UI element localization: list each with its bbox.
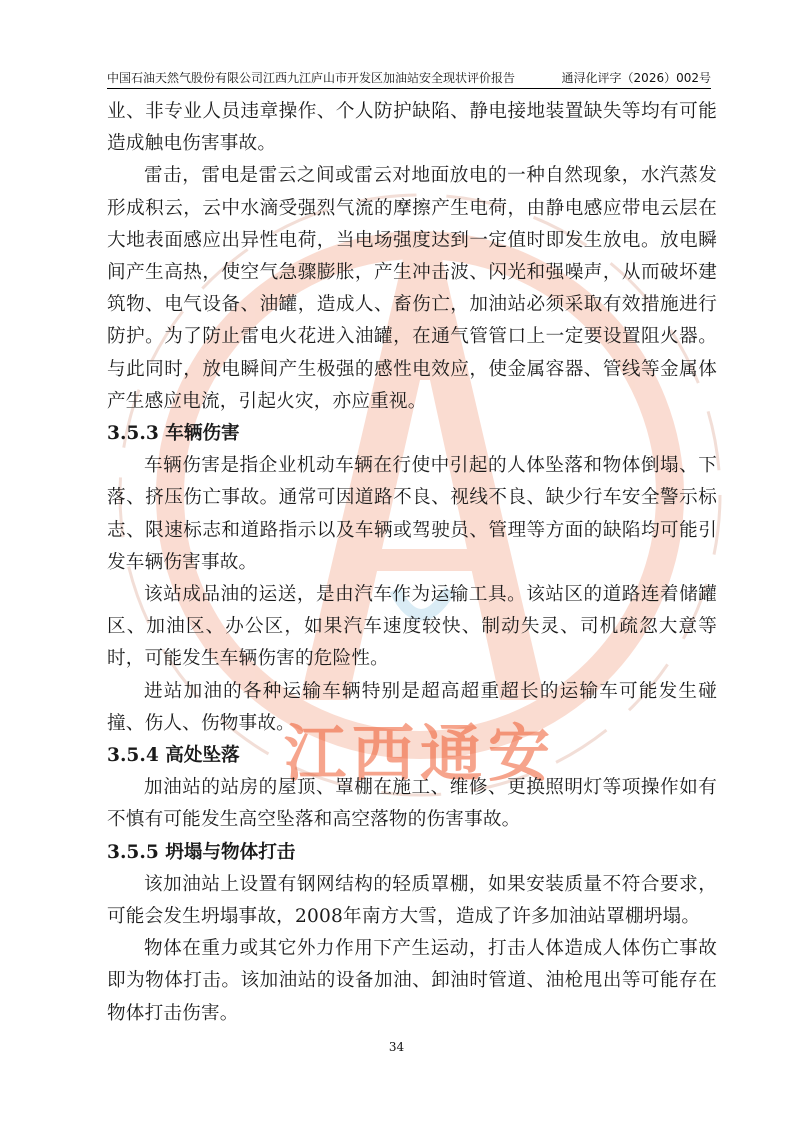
page-number: 34 — [388, 1040, 405, 1054]
section-heading: 3.5.5 坍塌与物体打击 — [107, 841, 296, 863]
paragraph: 该加油站上设置有钢网结构的轻质罩棚，如果安装质量不符合要求，可能会发生坍塌事故，2008年南方大雪，造成了许多加油站罩棚坍塌。 — [107, 873, 717, 928]
section-heading: 3.5.4 高处坠落 — [107, 745, 240, 767]
paragraph: 车辆伤害是指企业机动车辆在行使中引起的人体坠落和物体倒塌、下落、挤压伤亡事故。通常可因道路不良、视线不良、缺少行车安全警示标志、限速标志和道路指示以及车辆或驾驶员、管理等方面的缺陷均可能引发车辆伤害事故。 — [107, 455, 717, 573]
page-body — [107, 96, 717, 1030]
page-header — [107, 66, 711, 89]
paragraph: 加油站的站房的屋顶、罩棚在施工、维修、更换照明灯等项操作如有不慎有可能发生高空坠落和高空落物的伤害事故。 — [107, 777, 717, 831]
paragraph: 业、非专业人员违章操作、个人防护缺陷、静电接地装置缺失等均有可能造成触电伤害事故。 — [107, 101, 717, 155]
watermark-text: 江西通安 — [283, 717, 557, 790]
section-heading: 3.5.3 车辆伤害 — [107, 423, 240, 445]
header-report-title: 中国石油天然气股份有限公司江西九江庐山市开发区加油站安全现状评价报告 — [107, 71, 516, 85]
header-report-number: 通浔化评字（2026）002号 — [561, 71, 711, 85]
paragraph: 雷击，雷电是雷云之间或雷云对地面放电的一种自然现象，水汽蒸发形成积云，云中水滴受强烈气流的摩擦产生电荷，由静电感应带电云层在大地表面感应出异性电荷，当电场强度达到一定值时即发生放电。放电瞬间产生高热，使空气急骤膨胀，产生冲击波、闪光和强噪声，从而破坏建筑物、电气设备、油罐，造成人、畜伤亡，加油站必须采取有效措施进行防护。为了防止雷电火花进入油罐，在通气管管口上一定要设置阻火器。与此同时，放电瞬间产生极强的感性电效应，使金属容器、管线等金属体产生感应电流，引起火灾，亦应重视。 — [107, 165, 717, 412]
paragraph: 该站成品油的运送，是由汽车作为运输工具。该站区的道路连着储罐区、加油区、办公区，如果汽车速度较快、制动失灵、司机疏忽大意等时，可能发生车辆伤害的危险性。 — [107, 584, 717, 670]
paragraph: 进站加油的各种运输车辆特别是超高超重超长的运输车可能发生碰撞、伤人、伤物事故。 — [107, 680, 717, 734]
paragraph: 物体在重力或其它外力作用下产生运动，打击人体造成人体伤亡事故即为物体打击。该加油站的设备加油、卸油时管道、油枪甩出等可能存在物体打击伤害。 — [107, 938, 717, 1024]
